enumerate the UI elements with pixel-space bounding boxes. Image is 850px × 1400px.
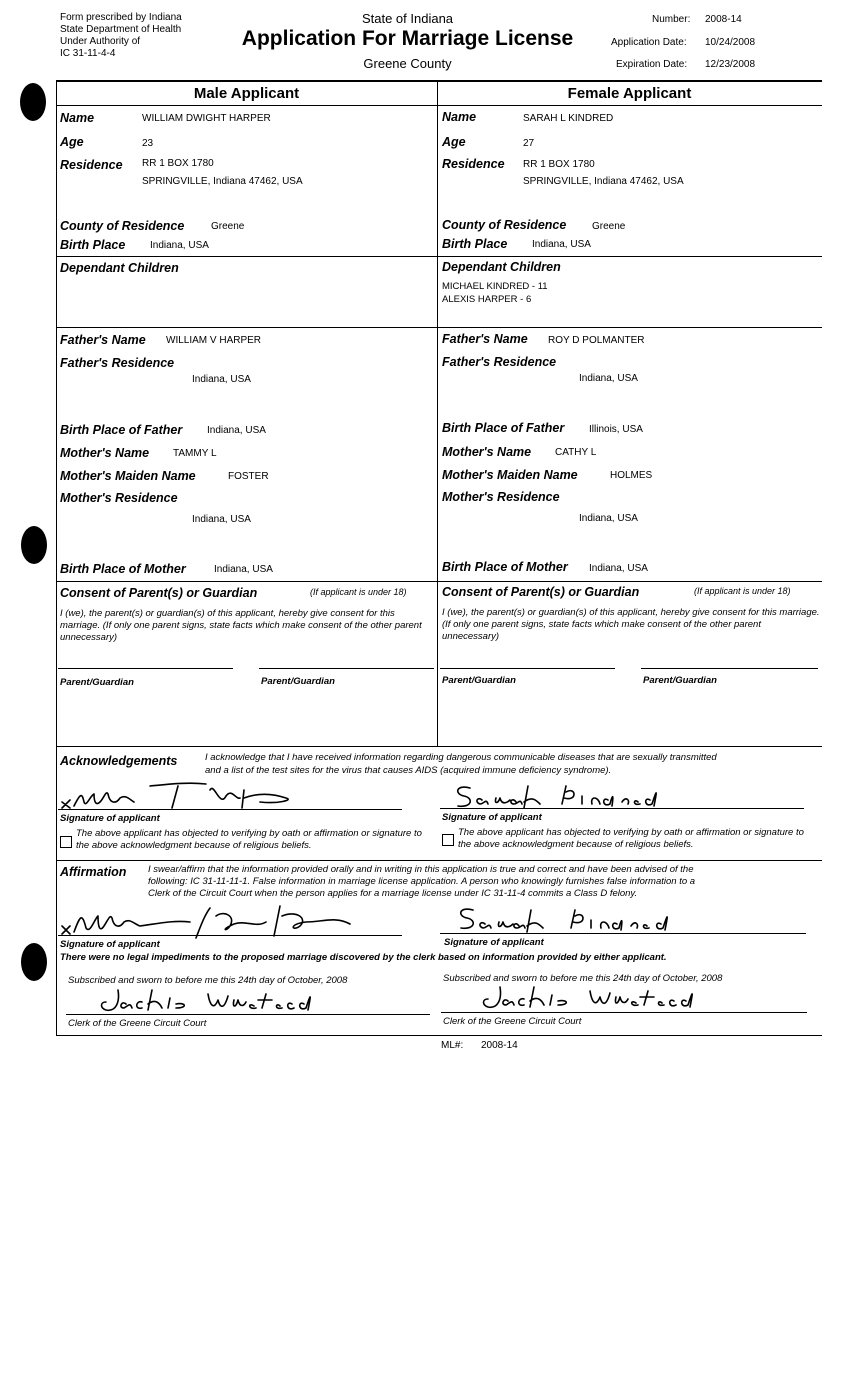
female-child-item: MICHAEL KINDRED - 11	[442, 281, 548, 292]
form-authority-line: Form prescribed by Indiana	[60, 12, 182, 23]
female-mothers-maiden-label: Mother's Maiden Name	[442, 468, 578, 482]
number-value: 2008-14	[705, 14, 742, 25]
female-county-value: Greene	[592, 221, 626, 232]
male-ack-signature-line	[58, 809, 402, 810]
affirmation-text-line1: I swear/affirm that the information provided orally and in writing in this application is true and correct and have been advised of the	[148, 864, 694, 875]
county-title: Greene County	[363, 56, 452, 71]
section-divider-affirmation	[56, 860, 822, 861]
form-authority-line: Under Authority of	[60, 36, 141, 47]
female-age-value: 27	[523, 138, 535, 149]
section-divider-ack	[56, 746, 822, 747]
male-consent-note: (If applicant is under 18)	[310, 587, 407, 597]
female-birth-place-father-label: Birth Place of Father	[442, 421, 565, 435]
male-age-value: 23	[142, 138, 154, 149]
male-mothers-residence-value: Indiana, USA	[192, 514, 251, 525]
female-clerk-caption: Clerk of the Greene Circuit Court	[443, 1016, 582, 1027]
female-parent-signature-line-2	[641, 668, 818, 669]
male-parent-guardian-caption-1: Parent/Guardian	[60, 677, 134, 688]
section-divider-children	[56, 256, 822, 257]
male-residence-label: Residence	[60, 158, 123, 172]
affirmation-text-line2: following: IC 31-11-11-1. False information in marriage license application. A person who knowingly furnishes false information to a	[148, 876, 696, 887]
affirmation-title: Affirmation	[60, 865, 127, 879]
form-authority-line: IC 31-11-4-4	[60, 48, 116, 59]
frame-top-line	[56, 80, 822, 82]
male-residence-line1: RR 1 BOX 1780	[142, 158, 214, 169]
page-title: Application For Marriage License	[241, 27, 574, 50]
expiration-date-value: 12/23/2008	[705, 59, 756, 70]
female-mothers-maiden-value: HOLMES	[610, 470, 653, 481]
female-clerk-signature-line	[441, 1012, 807, 1013]
affirmation-text-line3: Clerk of the Circuit Court when the person applies for a marriage license under IC 31-11-4 commits a Class D felony.	[148, 888, 638, 899]
acknowledgements-text-line2: and a list of the test sites for the virus that causes AIDS (acquired immune deficiency syndrome).	[205, 765, 612, 776]
female-age-label: Age	[442, 135, 466, 149]
frame-bottom-line	[56, 1035, 822, 1036]
punch-hole-top	[20, 83, 46, 121]
female-parent-guardian-caption-1: Parent/Guardian	[442, 675, 516, 686]
punch-hole-bottom	[21, 943, 47, 981]
female-fathers-name-value: ROY D POLMANTER	[548, 335, 645, 346]
acknowledgements-title: Acknowledgements	[60, 754, 178, 768]
male-fathers-residence-label: Father's Residence	[60, 356, 175, 370]
column-divider	[437, 80, 438, 746]
male-mothers-maiden-value: FOSTER	[228, 471, 269, 482]
male-objection-checkbox[interactable]	[60, 836, 72, 848]
male-name-value: WILLIAM DWIGHT HARPER	[142, 113, 271, 124]
male-objection-text: The above applicant has objected to verifying by oath or affirmation or signature to the above acknowledgment because of religious beliefs.	[76, 828, 422, 851]
heading-underline	[56, 105, 822, 106]
male-mothers-residence-label: Mother's Residence	[60, 491, 178, 505]
female-parent-signature-line-1	[440, 668, 615, 669]
acknowledgements-text-line1: I acknowledge that I have received information regarding dangerous communicable diseases that are sexually transmitted	[205, 752, 717, 763]
male-consent-title: Consent of Parent(s) or Guardian	[60, 586, 258, 600]
female-fathers-residence-label: Father's Residence	[442, 355, 557, 369]
female-mothers-name-value: CATHY L	[555, 447, 597, 458]
male-birth-place-value: Indiana, USA	[150, 240, 209, 251]
male-mothers-maiden-label: Mother's Maiden Name	[60, 469, 196, 483]
male-ack-signature	[60, 780, 310, 812]
female-birth-place-mother-label: Birth Place of Mother	[442, 560, 568, 574]
male-parent-guardian-caption-2: Parent/Guardian	[261, 676, 335, 687]
male-mothers-name-label: Mother's Name	[60, 446, 150, 460]
female-birth-place-father-value: Illinois, USA	[589, 424, 643, 435]
female-residence-line2: SPRINGVILLE, Indiana 47462, USA	[523, 176, 684, 187]
male-birth-place-father-label: Birth Place of Father	[60, 423, 183, 437]
female-birth-place-label: Birth Place	[442, 237, 508, 251]
female-fathers-residence-value: Indiana, USA	[579, 373, 638, 384]
number-label: Number:	[652, 14, 691, 25]
male-parent-signature-line-1	[58, 668, 233, 669]
female-child-item: ALEXIS HARPER - 6	[442, 294, 532, 305]
female-ack-signature-line	[440, 808, 804, 809]
male-county-label: County of Residence	[60, 219, 185, 233]
male-name-label: Name	[60, 111, 95, 125]
female-objection-checkbox[interactable]	[442, 834, 454, 846]
frame-left-line	[56, 80, 57, 1036]
female-consent-note: (If applicant is under 18)	[694, 586, 791, 596]
male-fathers-name-value: WILLIAM V HARPER	[166, 335, 262, 346]
male-sworn-text: Subscribed and sworn to before me this 24th day of October, 2008	[68, 975, 348, 986]
form-authority-line: State Department of Health	[60, 24, 182, 35]
male-age-label: Age	[60, 135, 84, 149]
male-consent-text: I (we), the parent(s) or guardian(s) of this applicant, hereby give consent for this marriage. (If only one parent signs, state facts which make consent of the other parent unnecessary)	[60, 608, 422, 643]
male-birth-place-mother-label: Birth Place of Mother	[60, 562, 186, 576]
female-fathers-name-label: Father's Name	[442, 332, 528, 346]
female-ack-signature-caption: Signature of applicant	[442, 812, 542, 823]
male-clerk-signature	[96, 986, 326, 1016]
female-applicant-heading: Female Applicant	[567, 85, 692, 102]
female-affirmation-signature-caption: Signature of applicant	[444, 937, 544, 948]
application-date-value: 10/24/2008	[705, 37, 756, 48]
male-affirmation-signature-line	[58, 935, 402, 936]
female-mothers-residence-label: Mother's Residence	[442, 490, 560, 504]
female-residence-line1: RR 1 BOX 1780	[523, 159, 595, 170]
female-birth-place-value: Indiana, USA	[532, 239, 591, 250]
female-consent-title: Consent of Parent(s) or Guardian	[442, 585, 640, 599]
expiration-date-label: Expiration Date:	[616, 59, 688, 70]
female-clerk-signature	[478, 983, 708, 1013]
ml-number-value: 2008-14	[481, 1040, 518, 1051]
section-divider-consent	[56, 581, 822, 582]
impediments-statement: There were no legal impediments to the proposed marriage discovered by the clerk based on information provided by either applicant.	[60, 952, 667, 963]
male-applicant-heading: Male Applicant	[193, 85, 300, 102]
female-parent-guardian-caption-2: Parent/Guardian	[643, 675, 717, 686]
punch-hole-middle	[21, 526, 47, 564]
state-title: State of Indiana	[361, 11, 454, 26]
male-mothers-name-value: TAMMY L	[173, 448, 217, 459]
male-affirmation-signature-caption: Signature of applicant	[60, 939, 160, 950]
application-date-label: Application Date:	[611, 37, 687, 48]
male-birth-place-father-value: Indiana, USA	[207, 425, 266, 436]
male-residence-line2: SPRINGVILLE, Indiana 47462, USA	[142, 176, 303, 187]
female-county-label: County of Residence	[442, 218, 567, 232]
male-fathers-residence-value: Indiana, USA	[192, 374, 251, 385]
male-parent-signature-line-2	[259, 668, 434, 669]
male-ack-signature-caption: Signature of applicant	[60, 813, 160, 824]
female-dependant-children-label: Dependant Children	[442, 260, 561, 274]
female-name-label: Name	[442, 110, 477, 124]
male-clerk-caption: Clerk of the Greene Circuit Court	[68, 1018, 207, 1029]
female-consent-text: I (we), the parent(s) or guardian(s) of this applicant, hereby give consent for this marriage. (If only one parent signs, state facts which make consent of the other parent unnecessary)	[442, 607, 820, 642]
section-divider-parents	[56, 327, 822, 328]
male-dependant-children-label: Dependant Children	[60, 261, 179, 275]
female-affirmation-signature-line	[440, 933, 806, 934]
male-clerk-signature-line	[66, 1014, 430, 1015]
male-fathers-name-label: Father's Name	[60, 333, 146, 347]
ml-number-label: ML#:	[441, 1040, 464, 1051]
female-residence-label: Residence	[442, 157, 505, 171]
male-county-value: Greene	[211, 221, 245, 232]
female-name-value: SARAH L KINDRED	[523, 113, 614, 124]
male-birth-place-mother-value: Indiana, USA	[214, 564, 273, 575]
female-sworn-text: Subscribed and sworn to before me this 24th day of October, 2008	[443, 973, 723, 984]
female-mothers-name-label: Mother's Name	[442, 445, 532, 459]
female-birth-place-mother-value: Indiana, USA	[589, 563, 648, 574]
male-birth-place-label: Birth Place	[60, 238, 126, 252]
female-mothers-residence-value: Indiana, USA	[579, 513, 638, 524]
female-objection-text: The above applicant has objected to verifying by oath or affirmation or signature to the above acknowledgment because of religious beliefs.	[458, 827, 804, 850]
